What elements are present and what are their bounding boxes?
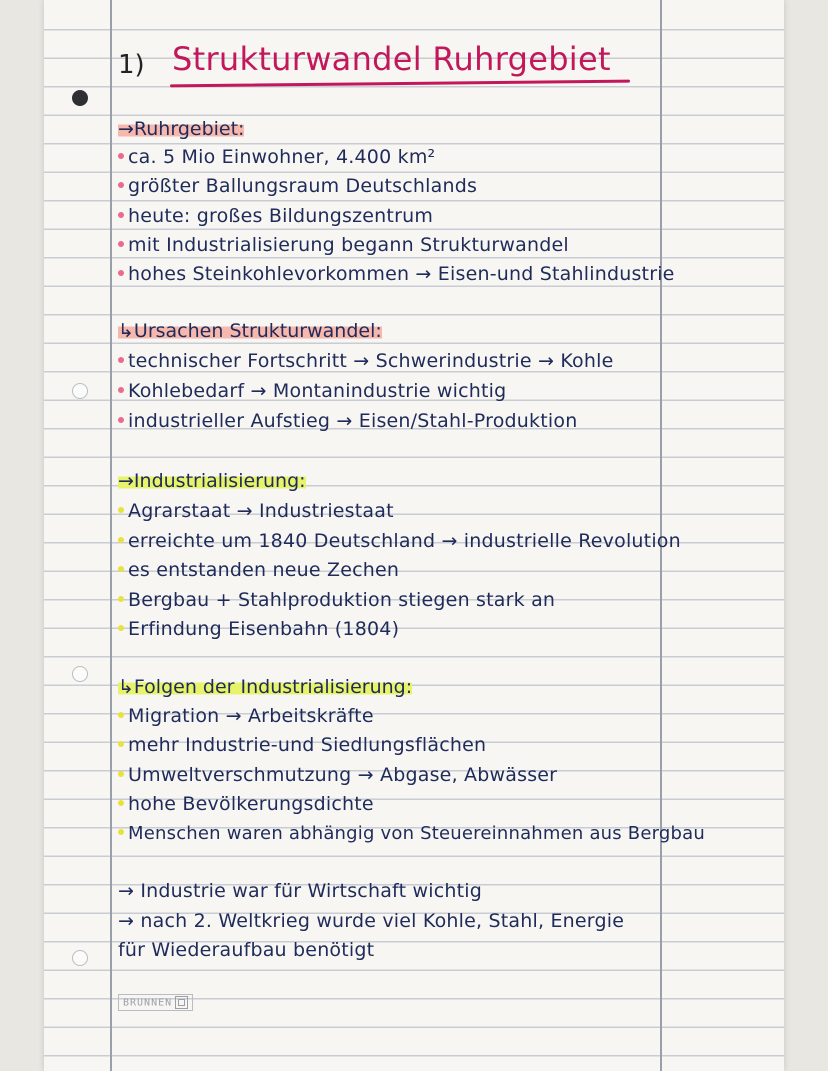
bullet-icon <box>118 771 124 777</box>
list-item: industrieller Aufstieg → Eisen/Stahl-Produktion <box>118 410 577 432</box>
conclusion-line: → nach 2. Weltkrieg wurde viel Kohle, Stahl, Energie <box>118 910 625 932</box>
bullet-icon <box>118 712 124 718</box>
page-title: Strukturwandel Ruhrgebiet <box>172 40 611 78</box>
bullet-icon <box>118 625 124 631</box>
bullet-icon <box>118 829 124 835</box>
list-item: Erfindung Eisenbahn (1804) <box>118 618 399 640</box>
list-item: Bergbau + Stahlproduktion stiegen stark an <box>118 589 555 611</box>
bullet-icon <box>118 212 124 218</box>
punch-hole <box>72 90 88 106</box>
brand-icon <box>175 996 188 1009</box>
section-heading: →Ruhrgebiet: <box>118 118 245 140</box>
left-margin-line <box>110 0 112 1071</box>
punch-hole <box>72 666 88 682</box>
list-item: mehr Industrie-und Siedlungsflächen <box>118 734 486 756</box>
title-number: 1) <box>118 50 145 80</box>
conclusion-line: für Wiederaufbau benötigt <box>118 939 375 961</box>
bullet-icon <box>118 417 124 423</box>
list-item: mit Industrialisierung begann Strukturwandel <box>118 234 569 256</box>
list-item: technischer Fortschritt → Schwerindustrie → Kohle <box>118 350 613 372</box>
bullet-icon <box>118 537 124 543</box>
brand-logo: BRUNNEN <box>118 994 193 1011</box>
list-item: heute: großes Bildungszentrum <box>118 205 433 227</box>
bullet-icon <box>118 566 124 572</box>
list-item: Menschen waren abhängig von Steuereinnahmen aus Bergbau <box>118 823 705 844</box>
punch-hole <box>72 950 88 966</box>
bullet-icon <box>118 270 124 276</box>
list-item: ca. 5 Mio Einwohner, 4.400 km² <box>118 146 435 168</box>
bullet-icon <box>118 357 124 363</box>
list-item: hohes Steinkohlevorkommen → Eisen-und Stahlindustrie <box>118 263 675 285</box>
bullet-icon <box>118 741 124 747</box>
punch-hole <box>72 383 88 399</box>
bullet-icon <box>118 596 124 602</box>
bullet-icon <box>118 387 124 393</box>
list-item: größter Ballungsraum Deutschlands <box>118 175 477 197</box>
section-heading: ↳Ursachen Strukturwandel: <box>118 320 382 342</box>
bullet-icon <box>118 241 124 247</box>
list-item: es entstanden neue Zechen <box>118 559 399 581</box>
list-item: hohe Bevölkerungsdichte <box>118 793 374 815</box>
list-item: Agrarstaat → Industriestaat <box>118 500 394 522</box>
bullet-icon <box>118 153 124 159</box>
bullet-icon <box>118 507 124 513</box>
conclusion-line: → Industrie war für Wirtschaft wichtig <box>118 880 482 902</box>
bullet-icon <box>118 182 124 188</box>
list-item: Migration → Arbeitskräfte <box>118 705 374 727</box>
bullet-icon <box>118 800 124 806</box>
list-item: Umweltverschmutzung → Abgase, Abwässer <box>118 764 557 786</box>
list-item: Kohlebedarf → Montanindustrie wichtig <box>118 380 506 402</box>
section-heading: ↳Folgen der Industrialisierung: <box>118 676 413 698</box>
list-item: erreichte um 1840 Deutschland → industrielle Revolution <box>118 530 681 552</box>
section-heading: →Industrialisierung: <box>118 470 306 492</box>
